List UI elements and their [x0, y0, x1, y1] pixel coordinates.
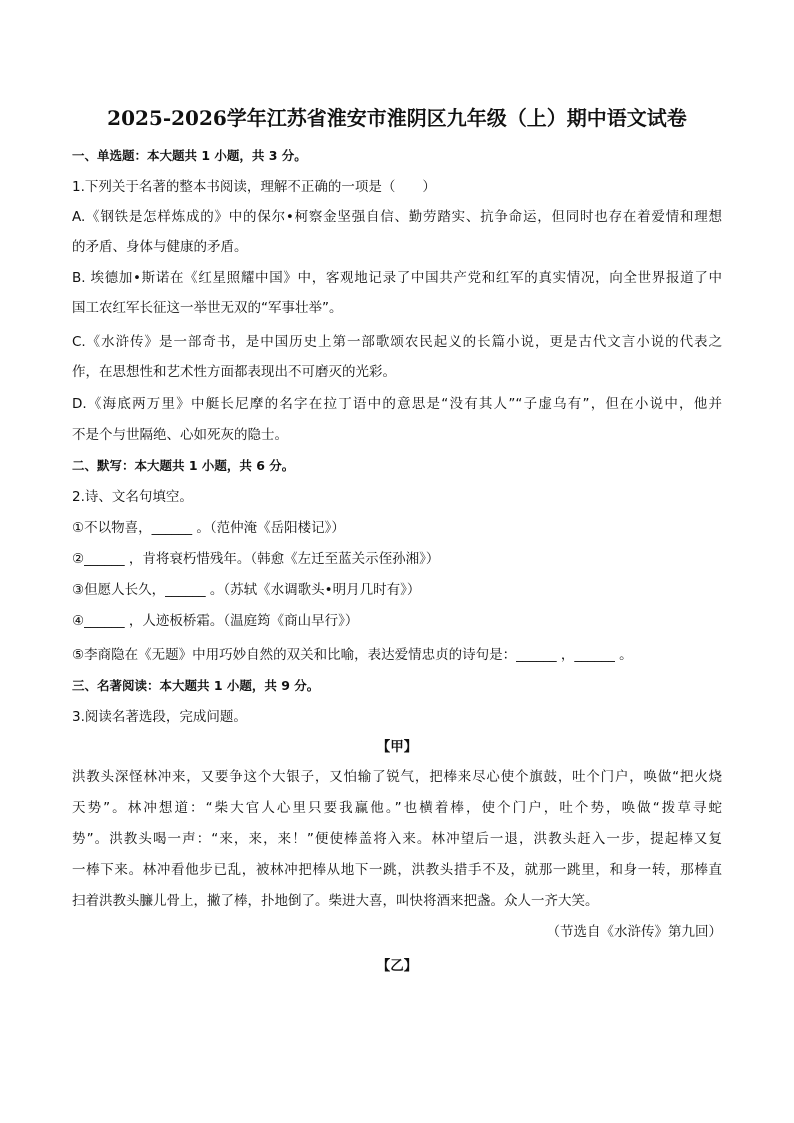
- fill-item-5: ⑤李商隐在《无题》中用巧妙自然的双关和比喻，表达爱情忠贞的诗句是：______ ，______ 。: [72, 647, 633, 663]
- passage-jia-label: 【甲】: [376, 739, 418, 755]
- option-d-line-2: 不是个与世隔绝、心如死灰的隐士。: [72, 427, 288, 443]
- option-a-line-1: A.《钢铁是怎样炼成的》中的保尔•柯察金坚强自信、勤劳踏实、抗争命运，但同时也存在着爱情和理想: [72, 209, 722, 225]
- option-b-line-2: 国工农红军长征这一举世无双的“军事壮举”。: [72, 300, 343, 316]
- passage-yi-label: 【乙】: [376, 958, 418, 974]
- section-1-heading: 一、单选题：本大题共 1 小题，共 3 分。: [72, 148, 307, 163]
- question-3-stem: 3.阅读名著选段，完成问题。: [72, 709, 247, 725]
- passage-jia-line-3: 势”。洪教头喝一声：“来，来，来！”便使棒盖将入来。林冲望后一退，洪教头赶入一步，提起棒又复: [72, 831, 722, 847]
- passage-jia-line-4: 一棒下来。林冲看他步已乱，被林冲把棒从地下一跳，洪教头措手不及，就那一跳里，和身一转，那棒直: [72, 862, 722, 878]
- fill-item-2: ②______ ，肯将衰朽惜残年。（韩愈《左迁至蓝关示侄孙湘》）: [72, 551, 440, 567]
- section-2-heading: 二、默写：本大题共 1 小题，共 6 分。: [72, 458, 295, 473]
- fill-item-1: ①不以物喜，______ 。（范仲淹《岳阳楼记》）: [72, 520, 345, 536]
- option-d-line-1: D.《海底两万里》中艇长尼摩的名字在拉丁语中的意思是“没有其人”“子虚乌有”，但在小说中，他并: [72, 396, 722, 412]
- option-a-line-2: 的矛盾、身体与健康的矛盾。: [72, 239, 248, 255]
- passage-jia-line-1: 洪教头深怪林冲来，又要争这个大银子，又怕输了锐气，把棒来尽心使个旗鼓，吐个门户，唤做“把火烧: [72, 769, 722, 785]
- option-b-line-1: B. 埃德加•斯诺在《红星照耀中国》中，客观地记录了中国共产党和红军的真实情况，向全世界报道了中: [72, 270, 722, 286]
- page-title: 2025-2026学年江苏省淮安市淮阴区九年级（上）期中语文试卷: [107, 106, 687, 130]
- section-3-heading: 三、名著阅读：本大题共 1 小题，共 9 分。: [72, 678, 320, 693]
- fill-item-3: ③但愿人长久，______ 。（苏轼《水调歌头•明月几时有》）: [72, 582, 421, 598]
- passage-jia-line-2: 天势”。林冲想道：“柴大官人心里只要我赢他。”也横着棒，使个门户，吐个势，唤做“拨草寻蛇: [72, 800, 722, 816]
- fill-item-4: ④______ ，人迹板桥霜。（温庭筠《商山早行》）: [72, 613, 359, 629]
- question-1-stem: 1.下列关于名著的整本书阅读，理解不正确的一项是（ ）: [72, 179, 436, 195]
- passage-jia-line-5: 扫着洪教头臁儿骨上，撇了棒，扑地倒了。柴进大喜，叫快将酒来把盏。众人一齐大笑。: [72, 893, 599, 909]
- option-c-line-2: 作，在思想性和艺术性方面都表现出不可磨灭的光彩。: [72, 364, 396, 380]
- passage-jia-source: （节选自《水浒传》第九回）: [546, 924, 722, 940]
- question-2-stem: 2.诗、文名句填空。: [72, 489, 193, 505]
- option-c-line-1: C.《水浒传》是一部奇书，是中国历史上第一部歌颂农民起义的长篇小说，更是古代文言小说的代表之: [72, 334, 722, 350]
